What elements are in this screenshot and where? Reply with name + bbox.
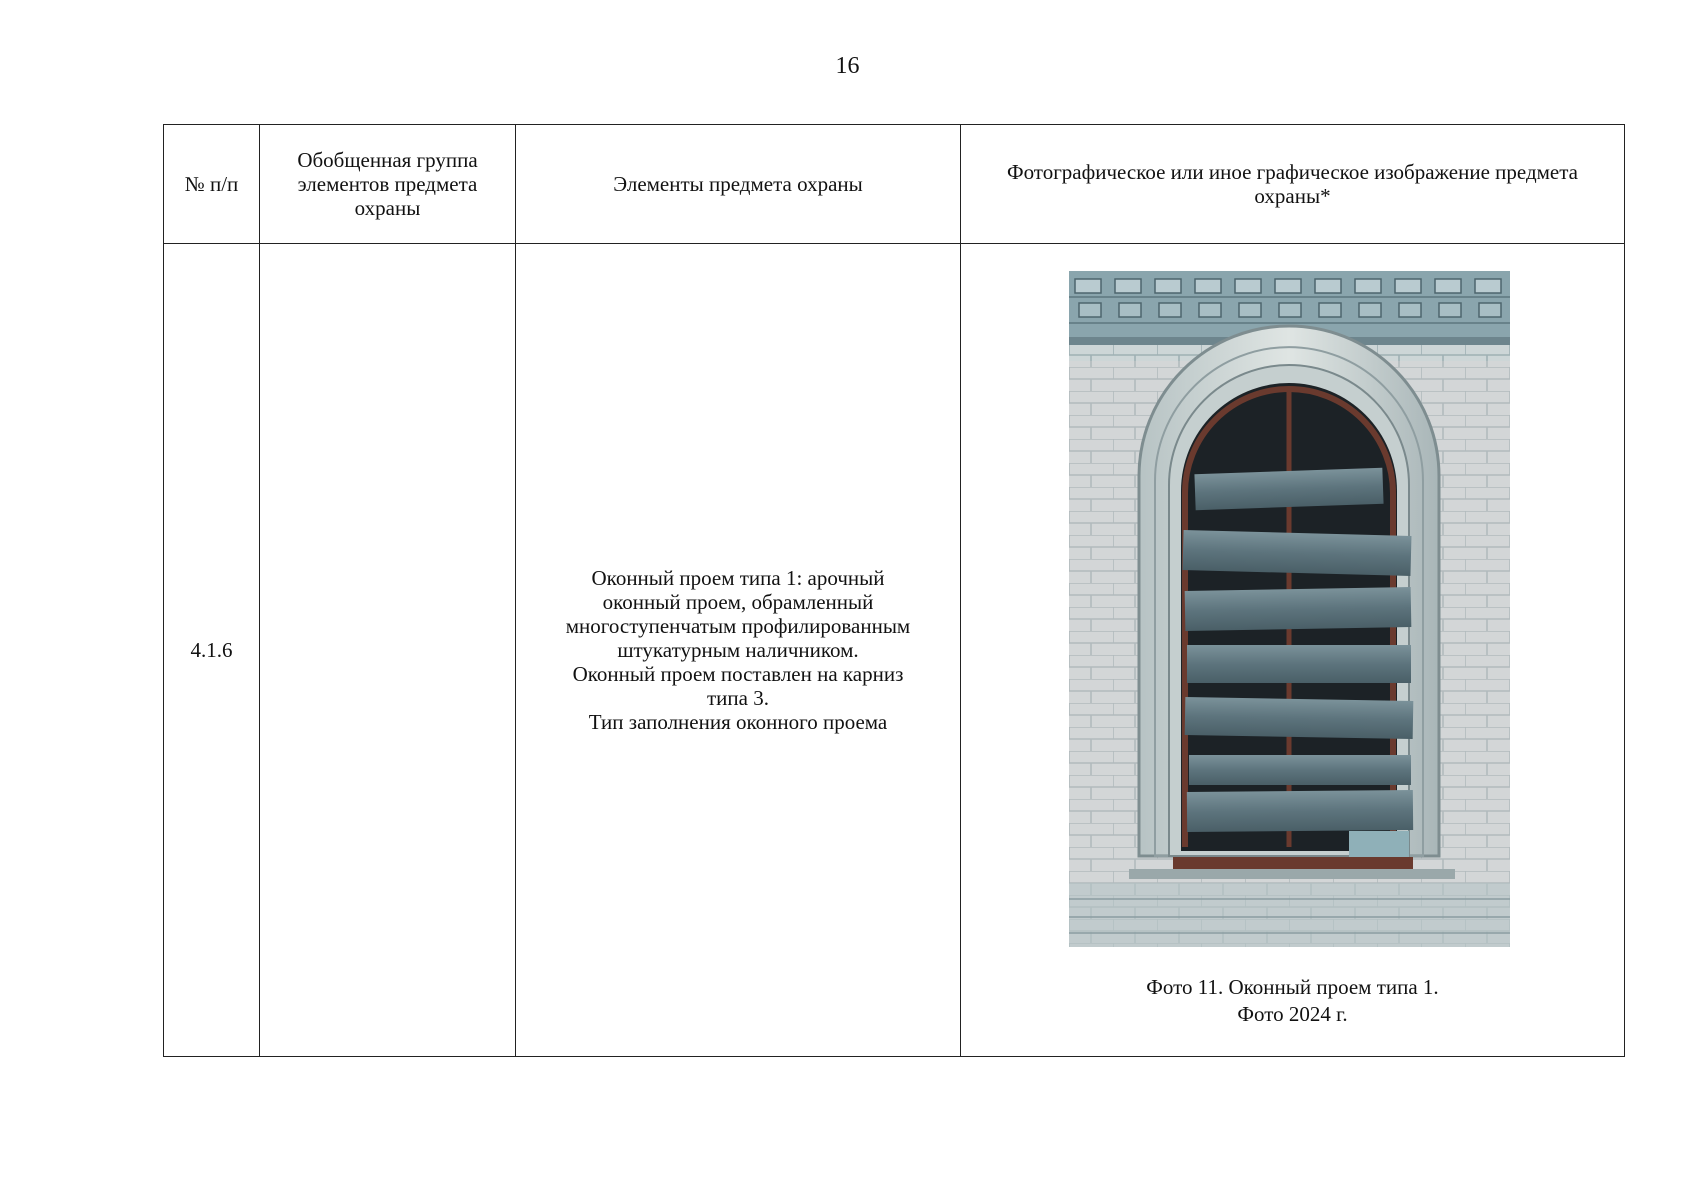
photo-caption — [961, 974, 1624, 1028]
header-elements: Элементы предмета охраны — [516, 125, 961, 244]
table-header-row — [164, 125, 1625, 244]
description-line: типа 3. — [707, 686, 769, 710]
caption-line-2: Фото 2024 г. — [1237, 1002, 1348, 1026]
protection-elements-table — [163, 124, 1625, 1057]
header-group: Обобщенная группа элементов предмета охраны — [260, 125, 516, 244]
description-line: штукатурным наличником. — [617, 638, 859, 662]
page-number: 16 — [835, 53, 860, 79]
arched-window-photo-svg — [1069, 271, 1510, 947]
description-line: Оконный проем типа 1: арочный — [591, 566, 885, 590]
description-line: многоступенчатым профилированным — [565, 614, 911, 638]
description-line: Оконный проем поставлен на карниз — [572, 662, 904, 686]
description-line: оконный проем, обрамленный — [602, 590, 874, 614]
row-photo-cell — [961, 244, 1625, 1057]
header-image: Фотографическое или иное графическое изображение предмета охраны* — [961, 125, 1625, 244]
row-group — [260, 244, 516, 1057]
header-number: № п/п — [164, 125, 260, 244]
row-number: 4.1.6 — [164, 244, 260, 1057]
table-row — [164, 244, 1625, 1057]
window-photo — [1069, 271, 1510, 947]
caption-line-1: Фото 11. Оконный проем типа 1. — [1146, 975, 1439, 999]
window-sill — [1173, 857, 1413, 871]
description-line: Тип заполнения оконного проема — [588, 710, 888, 734]
row-description — [516, 244, 961, 1057]
